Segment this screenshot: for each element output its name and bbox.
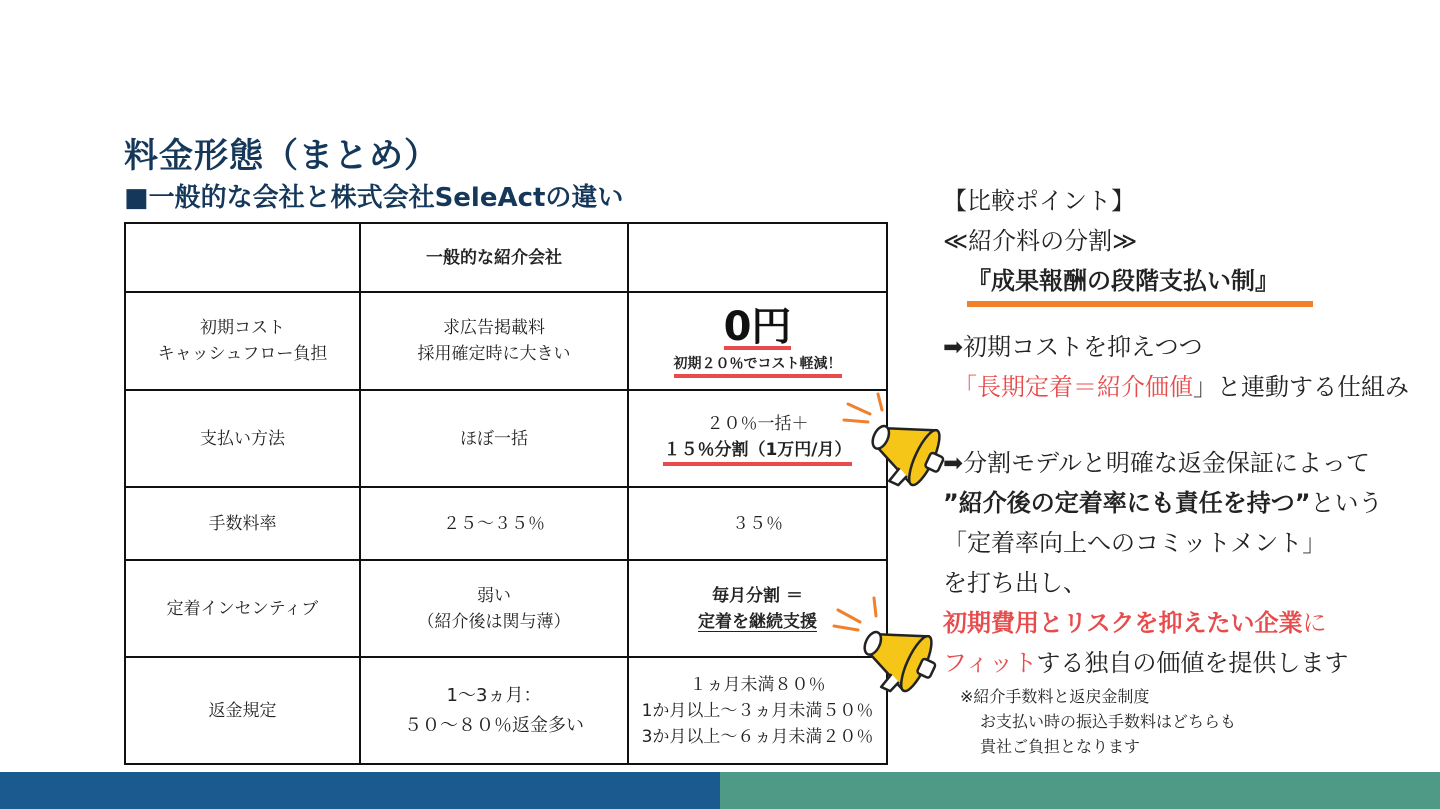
point-text: を打ち出し、: [943, 569, 1087, 597]
point-highlight: 長期定着＝紹介価値: [977, 373, 1193, 401]
point-text: ➡初期コストを抑えつつ: [943, 333, 1203, 361]
note-line: ※紹介手数料と返戻金制度: [960, 687, 1150, 706]
general-line: （紹介後は関与薄）: [417, 611, 571, 632]
point-text: という: [1310, 489, 1383, 517]
point-text: する独自の価値を提供します: [1036, 649, 1349, 677]
point-text: 「定着率向上へのコミットメント」: [943, 529, 1327, 557]
table-row: [125, 657, 887, 764]
general-cell: ほぼ一括: [360, 390, 628, 487]
point-text: 」と連動する仕組み: [1193, 373, 1409, 401]
header-cell-seleact: [628, 223, 887, 292]
note-line: 貴社ご負担となります: [980, 737, 1141, 756]
initial-cost-note: 初期２０％でコスト軽減！: [674, 354, 842, 378]
page-subtitle: ■一般的な会社と株式会社SeleActの違い: [124, 183, 624, 213]
row-label-line: キャッシュフロー負担: [157, 344, 328, 364]
seleact-line: １ヵ月未満８０％: [689, 674, 826, 695]
footer-bar-left: [0, 772, 720, 809]
points-heading: 【比較ポイント】: [943, 187, 1135, 215]
seleact-line: 3か月以上〜６ヵ月未満２０％: [641, 726, 874, 747]
header-cell-general: 一般的な紹介会社: [360, 223, 628, 292]
table-row: [125, 390, 887, 487]
general-cell: [360, 292, 628, 390]
seleact-line: 1か月以上〜３ヵ月未満５０％: [641, 700, 874, 721]
fee-note: [960, 684, 1300, 759]
comparison-points: [943, 181, 1433, 683]
table-row: [125, 560, 887, 657]
point-highlight: フィット: [943, 649, 1037, 677]
row-label: 手数料率: [125, 487, 360, 560]
general-line: 弱い: [477, 585, 511, 606]
points-sub-heading: ≪紹介料の分割≫: [943, 227, 1138, 255]
general-cell: [360, 657, 628, 764]
seleact-line: ２０％一括＋: [706, 414, 809, 434]
point-text: に: [1302, 609, 1327, 637]
row-label: 支払い方法: [125, 390, 360, 487]
general-line: 1〜3ヵ月：: [446, 684, 542, 706]
general-line: ５０〜８０％返金多い: [404, 714, 584, 736]
megaphone-icon: [838, 390, 948, 490]
point-highlight: ”紹介後の定着率にも責任を持つ”: [943, 489, 1311, 517]
seleact-line: 毎月分割 ＝: [712, 585, 803, 606]
note-line: お支払い時の振込手数料はどちらも: [980, 712, 1237, 731]
payment-system-label: 『成果報酬の段階支払い制』: [967, 261, 1313, 307]
point-text: 「: [953, 373, 977, 401]
seleact-line: １５％分割（1万円/月）: [663, 438, 851, 466]
point-highlight: 初期費用とリスクを抑えたい企業: [943, 609, 1303, 637]
header-cell-empty: [125, 223, 360, 292]
seleact-line: 定着を継続支援: [698, 611, 817, 632]
comparison-table: [124, 222, 888, 765]
page-title: 料金形態（まとめ）: [124, 136, 439, 176]
table-row: [125, 487, 887, 560]
seleact-cell: ３５％: [628, 487, 887, 560]
general-line: 採用確定時に大きい: [417, 344, 571, 364]
seleact-cell: [628, 292, 887, 390]
zero-yen-value: 0円: [723, 303, 792, 350]
megaphone-icon: [830, 596, 940, 696]
footer-bar-right: [720, 772, 1440, 809]
general-cell: [360, 560, 628, 657]
row-label-line: 初期コスト: [200, 318, 285, 338]
general-cell: ２５〜３５％: [360, 487, 628, 560]
general-line: 求広告掲載料: [443, 318, 545, 338]
row-label: [125, 292, 360, 390]
row-label: 定着インセンティブ: [125, 560, 360, 657]
point-text: ➡分割モデルと明確な返金保証によって: [943, 449, 1370, 477]
row-label: 返金規定: [125, 657, 360, 764]
table-header-row: [125, 223, 887, 292]
table-row: [125, 292, 887, 390]
